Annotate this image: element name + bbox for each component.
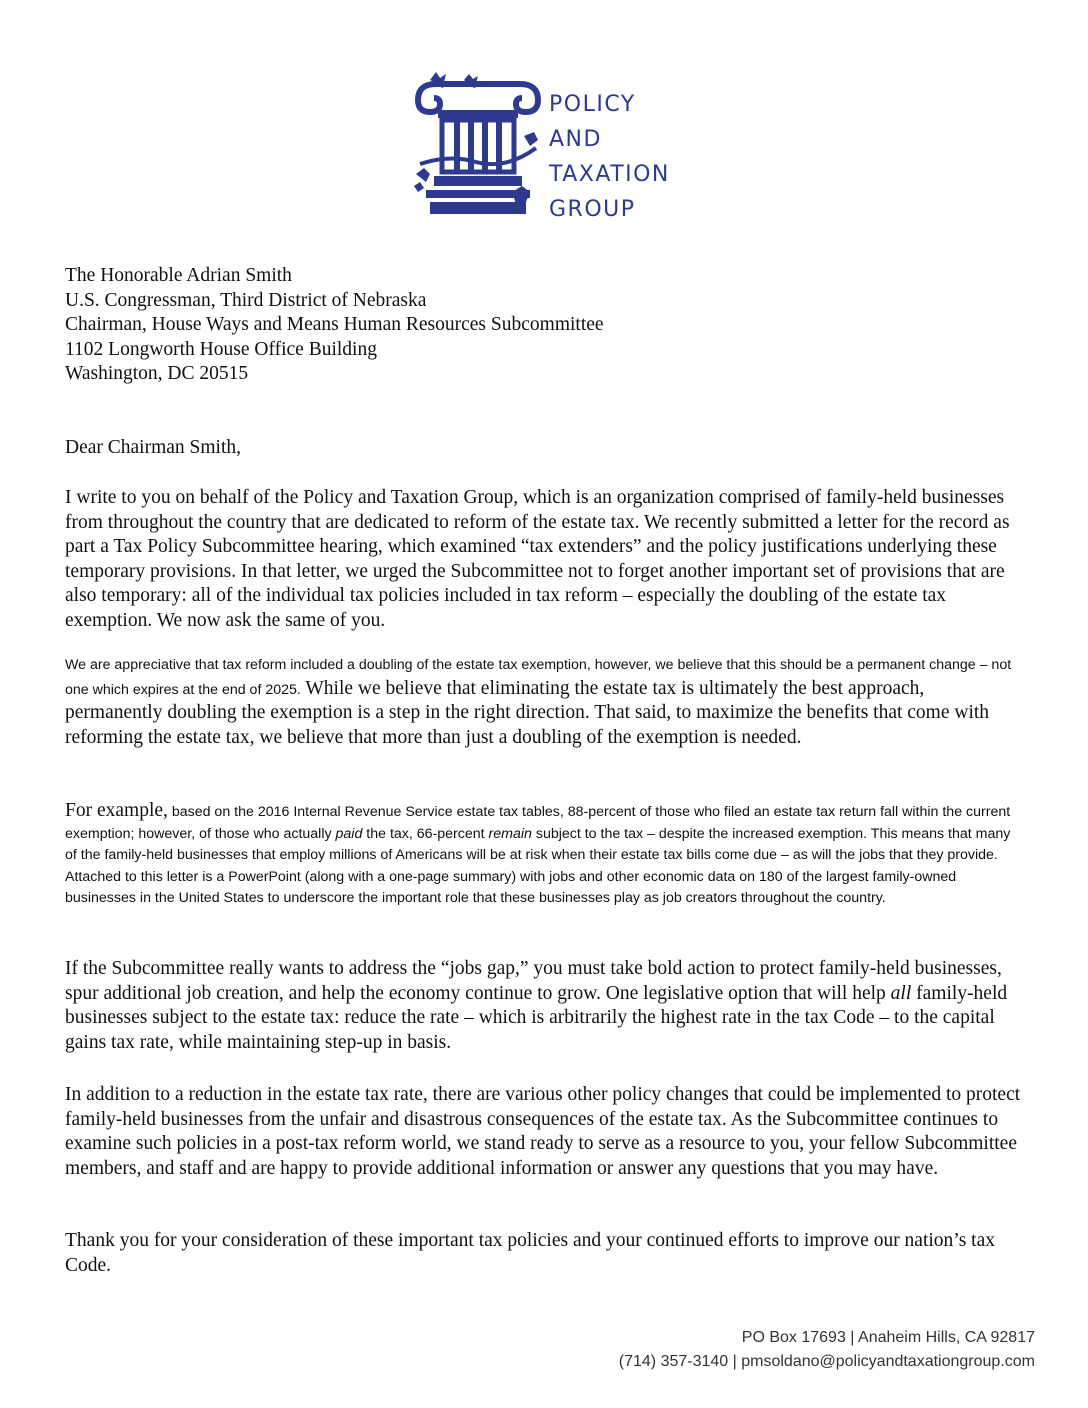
logo-wordmark <box>549 87 670 227</box>
address-line: The Honorable Adrian Smith <box>65 265 292 286</box>
address-line: 1102 Longworth House Office Building <box>65 338 377 360</box>
paragraph-4-text: family-held businesses subject to the estate tax: reduce the rate – which is arbitrarily the highest rate in the tax Code – to the capital gains tax rate, while maintaining step-up in basis. <box>65 982 1008 1053</box>
logo-line-policy: POLICY <box>549 92 636 117</box>
address-line: Chairman, House Ways and Means Human Resources Subcommittee <box>65 314 604 335</box>
paragraph-2 <box>65 655 1025 750</box>
paragraph-3-lead: For example, <box>65 800 168 821</box>
recipient-address <box>65 264 1025 387</box>
address-line: U.S. Congressman, Third District of Nebraska <box>65 289 427 311</box>
footer-address: PO Box 17693 | Anaheim Hills, CA 92817 <box>741 1329 1035 1346</box>
paragraph-3-emphasis: paid <box>335 825 363 842</box>
paragraph-3-text: the tax, 66-percent <box>362 825 489 842</box>
logo-line-and: AND <box>549 127 602 152</box>
paragraph-4-emphasis: all <box>890 982 912 1004</box>
paragraph-5: In addition to a reduction in the estate tax rate, there are various other policy changes that could be implemented to protect family-held businesses from the unfair and disastrous consequences of the estate tax. As the Subcommittee continues to examine such policies in a post-tax reform world, we stand ready to serve as a resource to you, your fellow Subcommittee members, and staff and are happy to provide additional information or answer any questions that you may have. <box>65 1084 1021 1179</box>
organization-logo <box>412 66 702 226</box>
paragraph-6: Thank you for your consideration of these important tax policies and your continued efforts to improve our nation’s tax Code. <box>65 1230 996 1276</box>
paragraph-3-text: based on the 2016 Internal Revenue Service estate tax tables, 88-percent of those who filed an estate tax return fall within the current exemption; however, of those who actually <box>65 804 1011 842</box>
salutation: Dear Chairman Smith, <box>65 437 242 458</box>
paragraph-3 <box>65 799 1025 910</box>
footer-contact: (714) 357-3140 | pmsoldano@policyandtaxationgroup.com <box>618 1353 1035 1370</box>
paragraph-3-emphasis: remain <box>488 825 532 842</box>
logo-line-taxation: TAXATION <box>549 162 670 187</box>
paragraph-2-serif-text: While we believe that eliminating the estate tax is ultimately the best approach, permanently doubling the exemption is a step in the right direction. That said, to maximize the benefits that come with reforming the estate tax, we believe that more than just a doubling of the exemption is needed. <box>65 677 990 748</box>
ionic-column-icon <box>412 66 544 222</box>
address-line: Washington, DC 20515 <box>65 363 249 384</box>
logo-line-group: GROUP <box>549 197 636 222</box>
paragraph-1: I write to you on behalf of the Policy and Taxation Group, which is an organization comprised of family-held businesses from throughout the country that are dedicated to reform of the estate tax. We recently submitted a letter for the record as part a Tax Policy Subcommittee hearing, which examined “tax extenders” and the policy justifications underlying these temporary provisions. In that letter, we urged the Subcommittee not to forget another important set of provisions that are also temporary: all of the individual tax policies included in tax reform – especially the doubling of the estate tax exemption. We now ask the same of you. <box>65 487 1010 631</box>
paragraph-4-text: If the Subcommittee really wants to address the “jobs gap,” you must take bold action to protect family-held businesses, spur additional job creation, and help the economy continue to grow. One legislative option that will help <box>65 958 1002 1004</box>
paragraph-3-text: subject to the tax – despite the increased exemption. This means that many of the family-held businesses that employ millions of Americans will be at risk when their estate tax bills come due – as will the jobs that they provide. Attached to this letter is a PowerPoint (along with a one-page summary) with jobs and other economic data on 180 of the largest family-owned businesses in the United States to underscore the important role that these businesses play as job creators throughout the country. <box>65 825 1011 907</box>
letterhead-footer <box>619 1326 1035 1374</box>
paragraph-2-sans-text: We are appreciative that tax reform included a doubling of the estate tax exemption, however, we believe that this should be a permanent change – not one which expires at the end of 2025. <box>65 657 1012 698</box>
paragraph-4 <box>65 957 1025 1055</box>
